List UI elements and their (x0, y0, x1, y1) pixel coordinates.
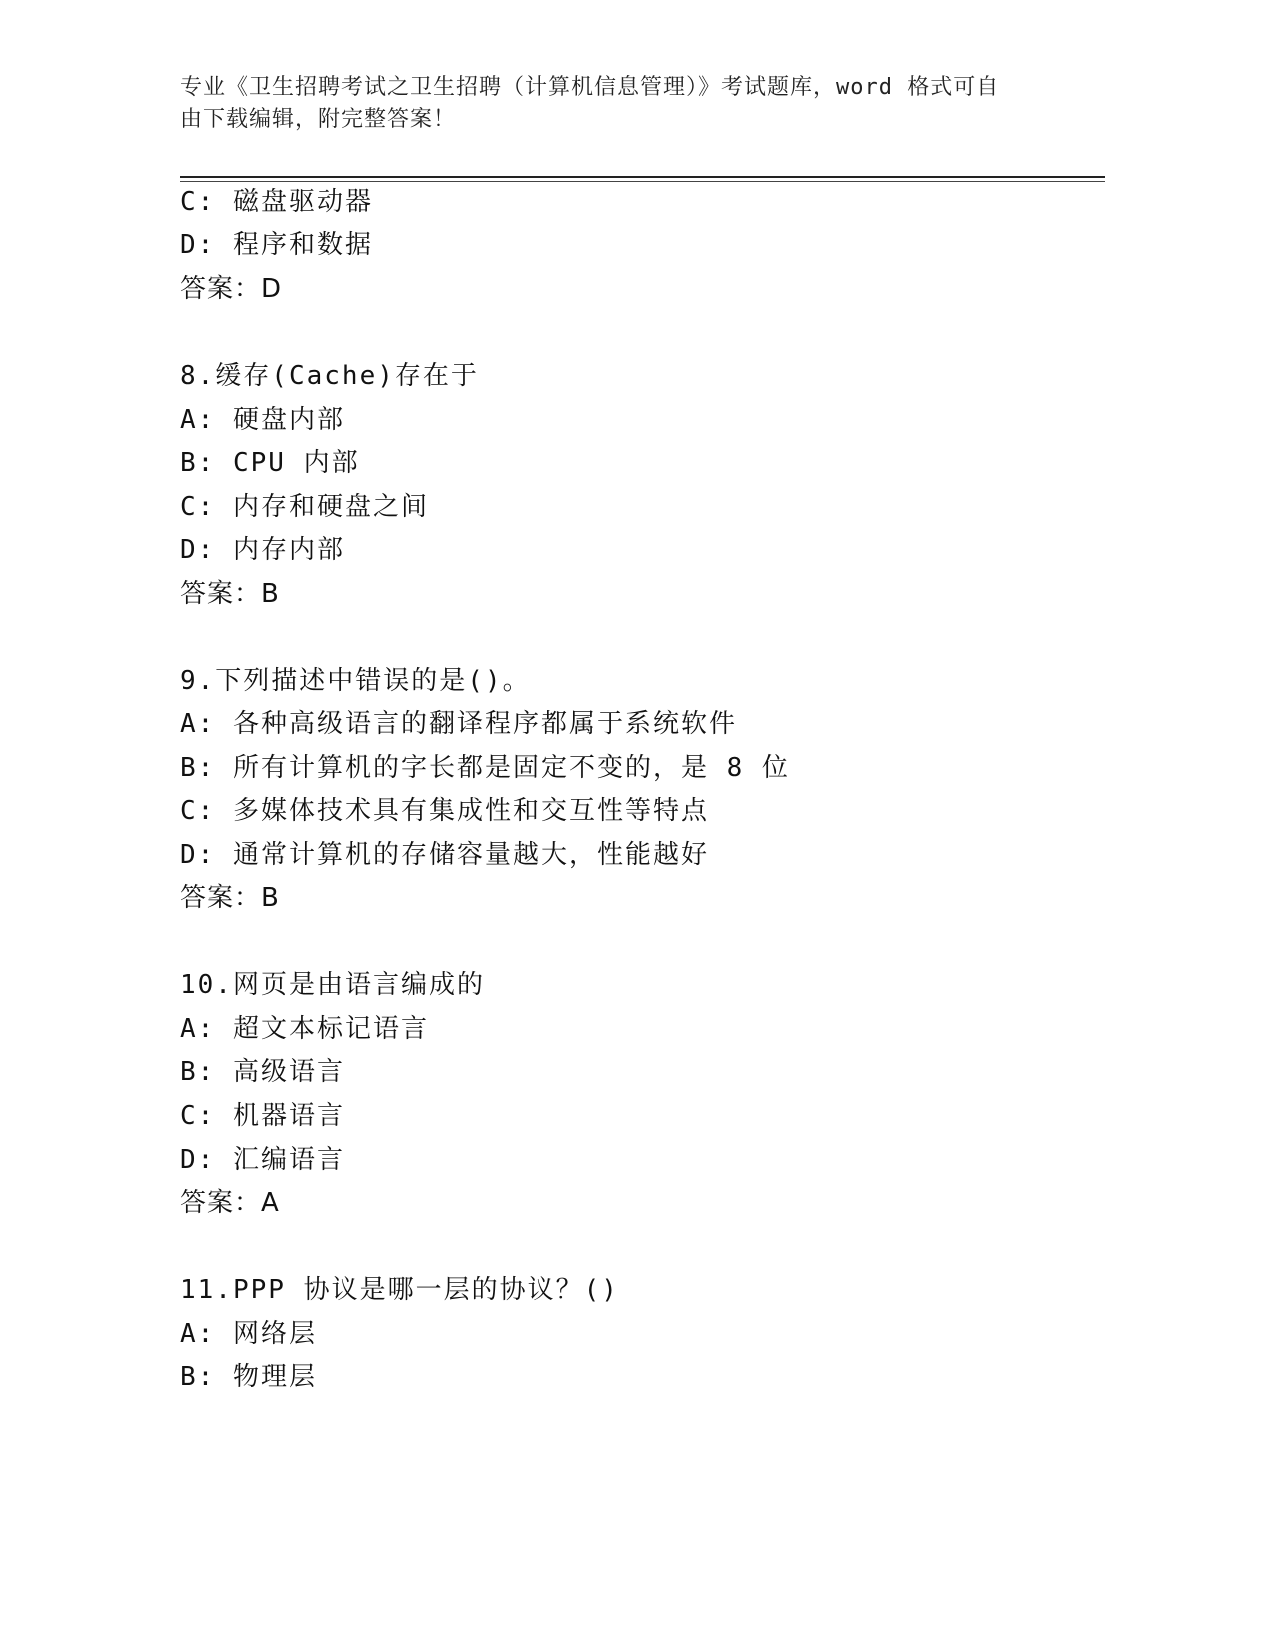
q10-option-c: C: 机器语言 (180, 1101, 345, 1131)
q10-stem: 10.网页是由语言编成的 (180, 970, 485, 1000)
header-line-2: 由下载编辑，附完整答案！ (180, 107, 457, 132)
q7-option-c: C: 磁盘驱动器 (180, 187, 373, 217)
q9-option-d: D: 通常计算机的存储容量越大，性能越好 (180, 840, 709, 870)
header-divider-thick (180, 176, 1105, 178)
q9-stem: 9.下列描述中错误的是()。 (180, 666, 531, 696)
q8-option-b: B: CPU 内部 (180, 448, 360, 478)
header-divider-thin (180, 181, 1105, 182)
q11-stem: 11.PPP 协议是哪一层的协议？() (180, 1275, 619, 1305)
q8-option-a: A: 硬盘内部 (180, 405, 345, 435)
q11-option-b: B: 物理层 (180, 1362, 317, 1392)
q10-answer: 答案：A (180, 1188, 280, 1218)
q7-option-d: D: 程序和数据 (180, 230, 373, 260)
document-header (180, 72, 1040, 136)
header-line-1: 专业《卫生招聘考试之卫生招聘（计算机信息管理）》考试题库，word 格式可自 (180, 75, 1000, 100)
q8-option-d: D: 内存内部 (180, 535, 345, 565)
q9-answer: 答案：B (180, 883, 280, 913)
q11-option-a: A: 网络层 (180, 1319, 317, 1349)
q9-option-c: C: 多媒体技术具有集成性和交互性等特点 (180, 796, 709, 826)
q8-answer: 答案：B (180, 579, 280, 609)
q9-option-b: B: 所有计算机的字长都是固定不变的，是 8 位 (180, 753, 790, 783)
q7-answer: 答案：D (180, 274, 283, 304)
q10-option-a: A: 超文本标记语言 (180, 1014, 429, 1044)
q8-option-c: C: 内存和硬盘之间 (180, 492, 429, 522)
q10-option-d: D: 汇编语言 (180, 1145, 345, 1175)
q9-option-a: A: 各种高级语言的翻译程序都属于系统软件 (180, 709, 737, 739)
q10-option-b: B: 高级语言 (180, 1057, 345, 1087)
q8-stem: 8.缓存(Cache)存在于 (180, 361, 479, 391)
